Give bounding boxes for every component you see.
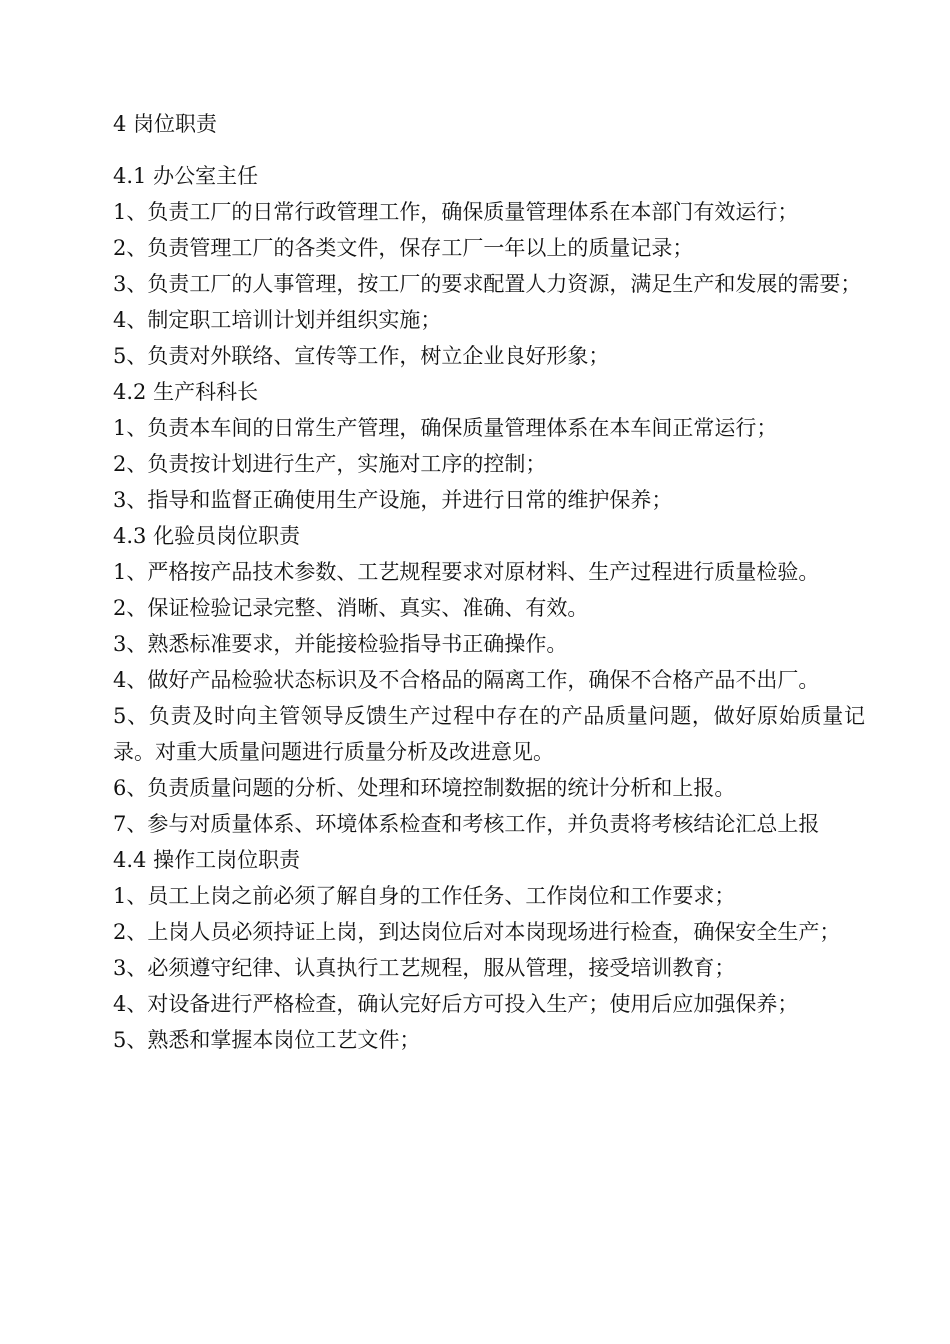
section-lab-inspector [113,518,865,842]
duty-item: 2、负责按计划进行生产，实施对工序的控制； [113,452,547,476]
subsection-title: 4.2 生产科科长 [113,380,259,404]
duty-item: 1、员工上岗之前必须了解自身的工作任务、工作岗位和工作要求； [113,884,736,908]
subsection-title: 4.3 化验员岗位职责 [113,524,301,548]
subsection-title: 4.1 办公室主任 [113,164,259,188]
duty-item: 1、严格按产品技术参数、工艺规程要求对原材料、生产过程进行质量检验。 [113,560,820,584]
duty-item: 5、负责及时向主管领导反馈生产过程中存在的产品质量问题，做好原始质量记录。对重大质量问题进行质量分析及改进意见。 [113,704,865,764]
duty-item: 1、负责本车间的日常生产管理，确保质量管理体系在本车间正常运行； [113,416,778,440]
duty-item: 5、负责对外联络、宣传等工作，树立企业良好形象； [113,344,610,368]
section-operator [113,842,865,1058]
duty-item: 5、熟悉和掌握本岗位工艺文件； [113,1028,421,1052]
duty-item: 4、对设备进行严格检查，确认完好后方可投入生产；使用后应加强保养； [113,992,799,1016]
duty-item: 6、负责质量问题的分析、处理和环境控制数据的统计分析和上报。 [113,776,736,800]
section-heading: 4 岗位职责 [113,112,218,136]
section-production-chief [113,374,865,518]
duty-item: 3、指导和监督正确使用生产设施，并进行日常的维护保养； [113,488,673,512]
duty-item: 2、上岗人员必须持证上岗，到达岗位后对本岗现场进行检查，确保安全生产； [113,920,841,944]
duty-item: 3、必须遵守纪律、认真执行工艺规程，服从管理，接受培训教育； [113,956,736,980]
duty-item: 3、负责工厂的人事管理，按工厂的要求配置人力资源，满足生产和发展的需要； [113,272,862,296]
section-office-director [113,158,865,374]
duty-item: 1、负责工厂的日常行政管理工作，确保质量管理体系在本部门有效运行； [113,200,799,224]
duty-item: 4、做好产品检验状态标识及不合格品的隔离工作，确保不合格产品不出厂。 [113,668,820,692]
duty-item: 2、保证检验记录完整、消晰、真实、准确、有效。 [113,596,589,620]
duty-item: 2、负责管理工厂的各类文件，保存工厂一年以上的质量记录； [113,236,694,260]
document-body [113,108,865,1058]
duty-item: 7、参与对质量体系、环境体系检查和考核工作，并负责将考核结论汇总上报 [113,812,820,836]
duty-item: 3、熟悉标准要求，并能接检验指导书正确操作。 [113,632,568,656]
duty-item: 4、制定职工培训计划并组织实施； [113,308,442,332]
subsection-title: 4.4 操作工岗位职责 [113,848,301,872]
